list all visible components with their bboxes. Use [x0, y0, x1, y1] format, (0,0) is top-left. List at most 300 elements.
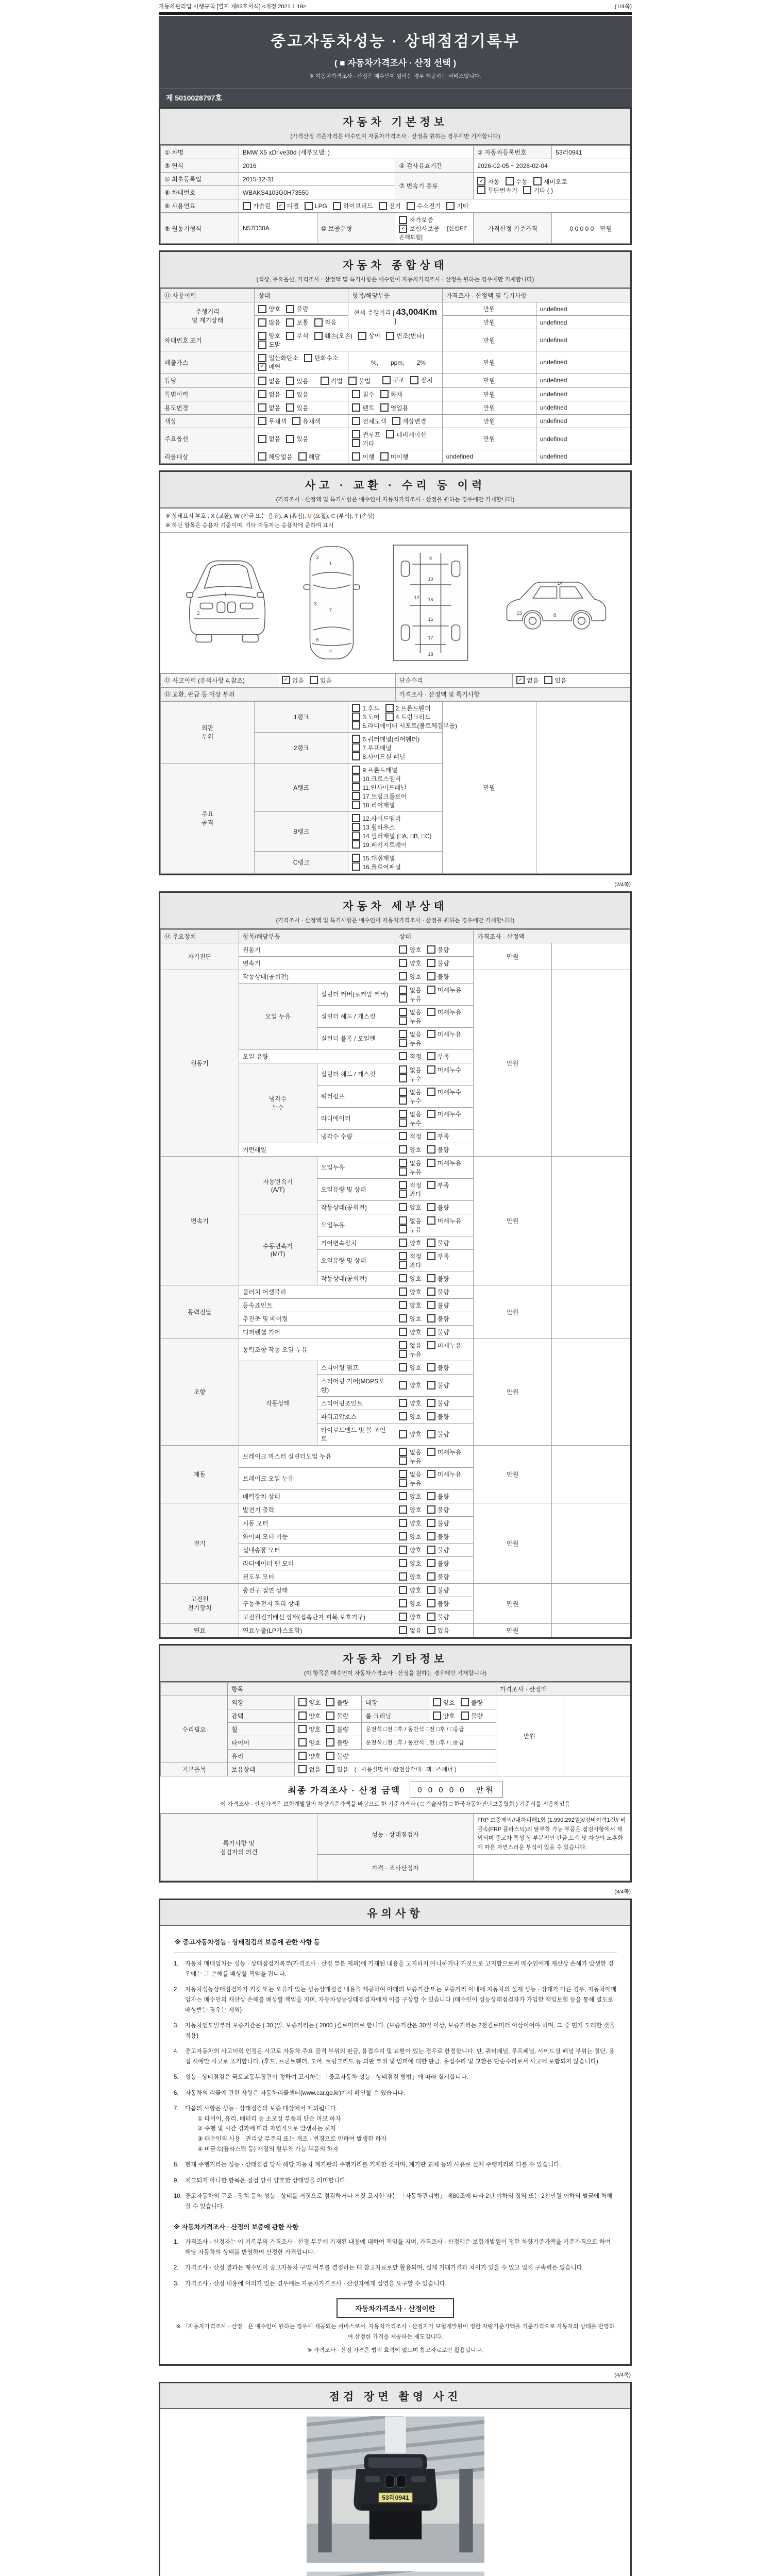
- checkbox-가솔린[interactable]: [243, 201, 271, 210]
- checkbox-양호[interactable]: [399, 1412, 421, 1421]
- checkbox-전기[interactable]: [379, 201, 401, 210]
- checkbox-17.트렁크플로어[interactable]: [352, 792, 407, 801]
- checkbox-label: 렌트: [362, 404, 375, 412]
- final-price-note: 이 가격조사 · 산정가격은 보험개발원의 차량기준가액을 바탕으로 한 기준가격과 ( □ 기술사회 □ 한국자동차진단보증협회 ) 기준서를 적용하였음: [160, 1800, 630, 1814]
- checkbox-누유[interactable]: [399, 1350, 421, 1359]
- table-row: 조향 동력조향 작동 오일 누유 없음 미세누유 누유 만원: [161, 1338, 630, 1361]
- checkbox-icon: [305, 202, 313, 210]
- checkbox-미세누유[interactable]: [427, 1216, 461, 1225]
- checkbox-양호[interactable]: [399, 1301, 421, 1310]
- checkbox-양호[interactable]: [399, 972, 421, 981]
- checkbox-10.크로스멤버[interactable]: [352, 774, 401, 783]
- checkbox-세미오토[interactable]: [533, 177, 567, 186]
- checkbox-icon: [298, 1752, 307, 1760]
- checkbox-양호[interactable]: [399, 1532, 421, 1541]
- checkbox-label: 12.사이드멤버: [362, 815, 401, 822]
- checkbox-수동[interactable]: [506, 177, 528, 186]
- checkbox-양호[interactable]: [399, 1430, 421, 1438]
- checkbox-양호[interactable]: [298, 1752, 321, 1760]
- checkbox-icon: [427, 1505, 435, 1514]
- checkbox-불량[interactable]: [286, 304, 308, 313]
- checkbox-유채색[interactable]: [292, 417, 321, 426]
- checkbox-양호[interactable]: [399, 1203, 421, 1212]
- checkbox-양호[interactable]: [399, 1145, 421, 1154]
- checkbox-icon: [352, 417, 360, 425]
- table-row: 냉각수 수량 적정 부족: [161, 1129, 630, 1143]
- checkbox-2.프론트휀더[interactable]: [385, 704, 431, 713]
- checkbox-많음[interactable]: [258, 318, 280, 327]
- checkbox-누수[interactable]: [399, 1118, 421, 1127]
- checkbox-불량[interactable]: [461, 1711, 483, 1720]
- checkbox-icon: [427, 1519, 435, 1527]
- checkbox-양호[interactable]: [399, 1287, 421, 1296]
- checkbox-불량[interactable]: [427, 959, 449, 968]
- checkbox-있음[interactable]: [286, 390, 308, 399]
- checkbox-11.인사이드패널[interactable]: [352, 783, 406, 792]
- notice-item: 1. 자동차 매매업자는 성능 · 상태점검기록부(가격조사 · 산정 부분 제외)에 기재된 내용을 고지하지 아니하거나 거짓으로 고지함으로써 매수인에게 재산상 손해가 발생한 경우에는 그 손해를 배상할 책임을 집니다.: [174, 1961, 614, 1977]
- checkbox-누유[interactable]: [399, 1479, 421, 1487]
- checkbox-부족[interactable]: [427, 1132, 449, 1141]
- checkbox-전체도색[interactable]: [352, 417, 386, 426]
- checkbox-14.필러패널 (□A, □B, □C)[interactable]: [352, 832, 431, 840]
- checkbox-없음[interactable]: [258, 403, 280, 412]
- checkbox-9.프론트패널[interactable]: [352, 766, 397, 774]
- checkbox-label: 적법: [330, 377, 343, 385]
- checkbox-icon: [286, 318, 294, 327]
- checkbox-불량[interactable]: [427, 1430, 449, 1438]
- checkbox-label: 양호: [443, 1712, 455, 1720]
- checkbox-5.라디에이터 서포트(볼트체결부품)[interactable]: [352, 721, 457, 730]
- checkbox-해당[interactable]: [298, 452, 321, 461]
- checkbox-icon: [427, 972, 435, 980]
- checkbox-icon: [427, 1239, 435, 1247]
- table-row: 타이로드엔드 및 볼 조인트 양호 불량: [161, 1423, 630, 1445]
- table-row: 자기진단 원동기 양호 불량 만원: [161, 943, 630, 956]
- checkbox-적정[interactable]: [399, 1132, 421, 1141]
- checkbox-미세누수[interactable]: [427, 1065, 461, 1074]
- legend-code-U: U (요철),: [307, 513, 331, 519]
- checkbox-label: 양호: [409, 1204, 422, 1211]
- checkbox-불량[interactable]: [427, 945, 449, 954]
- checkbox-적정[interactable]: [399, 1052, 421, 1061]
- checkbox-label: 누유: [409, 1479, 422, 1487]
- checkbox-있음[interactable]: [286, 434, 308, 443]
- table-row: 작동상태(공회전) 양호 불량: [161, 1272, 630, 1285]
- checkbox-도말[interactable]: [258, 340, 280, 349]
- notice-section2-title: ※ 자동차가격조사 · 산정의 보증에 관한 사항: [174, 2224, 299, 2231]
- checkbox-label: 누수: [409, 1119, 422, 1127]
- checkbox-양호[interactable]: [399, 1492, 421, 1501]
- checkbox-label: 15.대쉬패널: [362, 854, 395, 862]
- checkbox-icon: [399, 1399, 407, 1407]
- checkbox-양호[interactable]: [298, 1738, 321, 1747]
- checkbox-없음[interactable]: [399, 1065, 421, 1074]
- checkbox-없음[interactable]: [399, 1030, 421, 1039]
- checkbox-일산화탄소[interactable]: [258, 353, 298, 362]
- checkbox-icon: [427, 1145, 435, 1154]
- checkbox-부족[interactable]: [427, 1252, 449, 1261]
- checkbox-불량[interactable]: [427, 1559, 449, 1568]
- checkbox-양호[interactable]: [399, 1505, 421, 1514]
- checkbox-미세누유[interactable]: [427, 1448, 461, 1456]
- checkbox-label: 미세누유: [437, 1030, 462, 1038]
- checkbox-불량[interactable]: [427, 1399, 449, 1408]
- checkbox-없음[interactable]: [399, 1216, 421, 1225]
- checkbox-장치[interactable]: [410, 376, 432, 384]
- checkbox-icon: [258, 435, 266, 443]
- checkbox-미세누수[interactable]: [427, 1088, 461, 1096]
- checkbox-19.패키지트레이[interactable]: [352, 840, 407, 849]
- checkbox-icon: [427, 1088, 435, 1096]
- checkbox-양호[interactable]: [399, 959, 421, 968]
- checkbox-label: 13.휠하우스: [362, 823, 395, 831]
- checkbox-양호[interactable]: [399, 1572, 421, 1581]
- checkbox-미세누유[interactable]: [427, 1341, 461, 1350]
- checkbox-양호[interactable]: [399, 1586, 421, 1595]
- checkbox-양호[interactable]: [399, 1314, 421, 1323]
- checkbox-불량[interactable]: [427, 1586, 449, 1595]
- checkbox-있음[interactable]: [544, 676, 566, 685]
- checkbox-불법[interactable]: [348, 377, 371, 385]
- final-price-label: 최종 가격조사 · 산정 금액: [288, 1785, 401, 1795]
- checkbox-불량[interactable]: [427, 1287, 449, 1296]
- checkbox-적정[interactable]: [399, 1252, 421, 1261]
- checkbox-기타[interactable]: [352, 439, 374, 448]
- checkbox-없음[interactable]: [516, 676, 539, 685]
- table-row: 동력전달 클러치 어셈블리 양호 불량 만원: [161, 1285, 630, 1298]
- checkbox-양호[interactable]: [258, 331, 280, 340]
- svg-text:4: 4: [329, 648, 332, 654]
- checkbox-불량[interactable]: [326, 1752, 348, 1760]
- checkbox-icon: [477, 186, 485, 194]
- notice-item: 2. 가격조사 · 산정 결과는 매수인이 중고자동차 구입 여부를 결정하는 데 참고자료로만 활용되며, 실제 거래가격과 차이가 있을 수 있고 법적 구속력은 없습니다.: [174, 2265, 584, 2272]
- checkbox-미세누유[interactable]: [427, 1030, 461, 1039]
- checkbox-불량[interactable]: [427, 1363, 449, 1372]
- checkbox-영업용[interactable]: [380, 403, 409, 412]
- checkbox-과다[interactable]: [399, 1261, 421, 1269]
- checkbox-양호[interactable]: [298, 1725, 321, 1734]
- checkbox-icon: [477, 177, 485, 185]
- checkbox-label: 불량: [437, 1399, 449, 1407]
- checkbox-label: 디젤: [287, 202, 299, 210]
- checkbox-icon: [399, 1096, 407, 1105]
- checkbox-양호[interactable]: [399, 1519, 421, 1528]
- checkbox-label: 장치: [421, 377, 433, 384]
- checkbox-불량[interactable]: [427, 1519, 449, 1528]
- checkbox-기타[interactable]: [446, 201, 468, 210]
- checkbox-label: 양호: [409, 1399, 422, 1407]
- checkbox-양호[interactable]: [399, 1559, 421, 1568]
- checkbox-있음[interactable]: [310, 676, 332, 685]
- checkbox-양호[interactable]: [399, 1613, 421, 1621]
- checkbox-15.대쉬패널[interactable]: [352, 854, 395, 862]
- checkbox-구조[interactable]: [382, 376, 405, 384]
- checkbox-하이브리드[interactable]: [333, 201, 373, 210]
- table-row: 색상 무채색 유채색 전체도색 색상변경 만원 undefined: [161, 414, 630, 428]
- checkbox-양호[interactable]: [399, 1363, 421, 1372]
- checkbox-icon: [399, 225, 407, 233]
- checkbox-6.쿼터패널(리어휀더)[interactable]: [352, 735, 419, 743]
- checkbox-label: 불량: [437, 973, 449, 980]
- checkbox-무채색[interactable]: [258, 417, 287, 426]
- checkbox-양호[interactable]: [298, 1711, 321, 1720]
- checkbox-보통[interactable]: [286, 318, 308, 327]
- checkbox-icon: [352, 801, 360, 809]
- checkbox-누유[interactable]: [399, 1456, 421, 1465]
- final-price-row: [160, 1776, 630, 1800]
- checkbox-없음[interactable]: [399, 1110, 421, 1118]
- checkbox-1.후드[interactable]: [352, 704, 379, 713]
- checkbox-미세누유[interactable]: [427, 1159, 461, 1167]
- checkbox-누유[interactable]: [399, 1167, 421, 1176]
- checkbox-누수[interactable]: [399, 1074, 421, 1083]
- checkbox-label: 미세누유: [437, 1342, 462, 1349]
- checkbox-없음[interactable]: [258, 390, 280, 399]
- checkbox-기타 ( )[interactable]: [523, 186, 553, 195]
- checkbox-icon: [399, 994, 407, 1003]
- checkbox-label: 기타: [362, 439, 375, 447]
- checkbox-없음[interactable]: [399, 986, 421, 994]
- checkbox-디젤[interactable]: [277, 201, 299, 210]
- checkbox-icon: [399, 1287, 407, 1296]
- svg-text:9: 9: [429, 555, 432, 561]
- checkbox-없음[interactable]: [399, 1088, 421, 1096]
- svg-text:2: 2: [197, 611, 200, 616]
- checkbox-label: 양호: [268, 332, 281, 340]
- car-diagram-front: [177, 547, 272, 658]
- checkbox-없음[interactable]: [399, 1008, 421, 1016]
- checkbox-label: 일산화탄소: [268, 354, 299, 362]
- checkbox-누유[interactable]: [399, 1225, 421, 1234]
- checkbox-매연[interactable]: [258, 362, 280, 371]
- checkbox-icon: [427, 1159, 435, 1167]
- legend-code-T: T (손상): [355, 513, 375, 519]
- checkbox-불량[interactable]: [427, 1572, 449, 1581]
- checkbox-불량[interactable]: [427, 1328, 449, 1336]
- checkbox-이행[interactable]: [352, 452, 374, 461]
- checkbox-해당없음[interactable]: [258, 452, 292, 461]
- svg-text:17: 17: [428, 635, 433, 640]
- checkbox-양호[interactable]: [433, 1711, 455, 1720]
- checkbox-없음[interactable]: [258, 434, 280, 443]
- checkbox-불량[interactable]: [427, 1492, 449, 1501]
- checkbox-불량[interactable]: [427, 972, 449, 981]
- checkbox-없음[interactable]: [399, 1470, 421, 1479]
- checkbox-불량[interactable]: [326, 1725, 348, 1734]
- checkbox-렌트[interactable]: [352, 403, 374, 412]
- checkbox-label: 불량: [437, 1493, 449, 1500]
- checkbox-label: 미세누유: [437, 1448, 462, 1456]
- checkbox-침수[interactable]: [352, 390, 374, 399]
- checkbox-icon: [427, 1586, 435, 1594]
- basic-info-table-row6: [160, 213, 630, 244]
- checkbox-LPG[interactable]: [305, 202, 327, 210]
- checkbox-icon: [358, 332, 366, 340]
- checkbox-부족[interactable]: [427, 1181, 449, 1190]
- checkbox-icon: [352, 752, 360, 760]
- checkbox-미세누수[interactable]: [427, 1110, 461, 1118]
- checkbox-썬루프[interactable]: [352, 430, 380, 439]
- notice-items-2: [174, 2238, 617, 2289]
- table-row: 타이어 양호 불량 운전석 □전 □후 / 동반석 □전 □후 / □응급: [161, 1736, 630, 1749]
- checkbox-label: 양호: [409, 1288, 422, 1296]
- table-row: 주요옵션 없음 있음 썬루프 네비게이션 기타 만원 undefined: [161, 428, 630, 450]
- checkbox-13.휠하우스[interactable]: [352, 823, 395, 832]
- checkbox-불량[interactable]: [427, 1145, 449, 1154]
- checkbox-icon: [427, 1381, 435, 1389]
- checkbox-4.트렁크리드[interactable]: [385, 713, 431, 721]
- checkbox-없음[interactable]: [282, 676, 304, 685]
- checkbox-8.사이드실 패널[interactable]: [352, 752, 405, 761]
- checkbox-있음[interactable]: [286, 403, 308, 412]
- checkbox-없음[interactable]: [298, 1765, 321, 1774]
- checkbox-양호[interactable]: [399, 1381, 421, 1389]
- checkbox-label: 있음: [337, 1766, 349, 1773]
- checkbox-누수[interactable]: [399, 1096, 421, 1105]
- checkbox-icon: [399, 1159, 407, 1167]
- checkbox-적법[interactable]: [321, 377, 343, 385]
- checkbox-icon: [352, 735, 360, 743]
- checkbox-네비게이션[interactable]: [386, 430, 426, 439]
- checkbox-label: 보통: [296, 319, 309, 327]
- checkbox-적음[interactable]: [314, 318, 337, 327]
- checkbox-양호[interactable]: [399, 1599, 421, 1608]
- price-definition-note-2: ※ 가격조사 · 산정 가격은 법적 효력이 없으며 참고자료로만 활용됩니다.: [307, 2347, 483, 2354]
- checkbox-불량[interactable]: [427, 1314, 449, 1323]
- checkbox-icon: [326, 1752, 334, 1760]
- checkbox-없음[interactable]: [399, 1159, 421, 1167]
- checkbox-불량[interactable]: [427, 1613, 449, 1621]
- checkbox-icon: [382, 376, 391, 384]
- checkbox-양호[interactable]: [399, 1546, 421, 1554]
- checkbox-부족[interactable]: [427, 1052, 449, 1061]
- checkbox-미세누유[interactable]: [427, 986, 461, 994]
- price-definition-note-1: ※ 「자동차가격조사 · 산정」은 매수인이 원하는 경우에 제공되는 서비스로서, 자동차가격조사 · 산정자가 보험개발원이 정한 차량기준가액을 기준가격으로 자동차의 상태를 반영하여 산정한 가격을 제공하는 제도입니다.: [176, 2324, 615, 2341]
- checkbox-icon: [352, 814, 360, 822]
- checkbox-양호[interactable]: [399, 1274, 421, 1283]
- checkbox-누유[interactable]: [399, 994, 421, 1003]
- checkbox-7.루프패널[interactable]: [352, 743, 391, 752]
- checkbox-양호[interactable]: [399, 1239, 421, 1247]
- checkbox-불량[interactable]: [427, 1532, 449, 1541]
- checkbox-있음[interactable]: [427, 1626, 449, 1635]
- checkbox-양호[interactable]: [298, 1698, 321, 1707]
- checkbox-과다[interactable]: [399, 1190, 421, 1198]
- checkbox-불량[interactable]: [326, 1711, 348, 1720]
- checkbox-불량[interactable]: [427, 1274, 449, 1283]
- checkbox-label: 매연: [268, 363, 281, 371]
- checkbox-불량[interactable]: [461, 1698, 483, 1707]
- checkbox-미세누유[interactable]: [427, 1008, 461, 1016]
- checkbox-있음[interactable]: [326, 1765, 348, 1774]
- checkbox-없음[interactable]: [399, 1626, 421, 1635]
- checkbox-label: 양호: [409, 1315, 422, 1323]
- checkbox-양호[interactable]: [433, 1698, 455, 1707]
- checkbox-양호[interactable]: [399, 1399, 421, 1408]
- checkbox-불량[interactable]: [427, 1381, 449, 1389]
- notice-item: 3. 자동차인도일부터 보증기간은 ( 30 )일, 보증거리는 ( 2000 )킬로미터로 합니다. (보증기간은 30일 이상, 보증거리는 2천킬로미터 이상이어야 하며, 그 중 먼저 도래한 것을 적용): [174, 2023, 615, 2039]
- page-marker-2: (2/4쪽): [614, 881, 631, 888]
- checkbox-적정[interactable]: [399, 1181, 421, 1190]
- checkbox-16.플로어패널[interactable]: [352, 862, 401, 871]
- checkbox-불량[interactable]: [326, 1738, 348, 1747]
- checkbox-누유[interactable]: [399, 1016, 421, 1025]
- checkbox-icon: [399, 1546, 407, 1554]
- checkbox-불량[interactable]: [427, 1599, 449, 1608]
- checkbox-미세누유[interactable]: [427, 1470, 461, 1479]
- checkbox-탄화수소[interactable]: [304, 353, 338, 362]
- checkbox-label: 적음: [324, 319, 337, 327]
- checkbox-3.도어[interactable]: [352, 713, 379, 721]
- checkbox-없음[interactable]: [258, 377, 280, 385]
- checkbox-label: 누유: [409, 995, 422, 1003]
- checkbox-훼손(오손)[interactable]: [314, 331, 352, 340]
- checkbox-변조(변타)[interactable]: [386, 331, 424, 340]
- checkbox-18.리어패널[interactable]: [352, 801, 395, 809]
- checkbox-불량[interactable]: [326, 1698, 348, 1707]
- checkbox-icon: [399, 1626, 407, 1634]
- checkbox-icon: [258, 305, 266, 313]
- checkbox-불량[interactable]: [427, 1505, 449, 1514]
- checkbox-icon: [427, 1252, 435, 1260]
- overall-status-table: [160, 289, 630, 463]
- checkbox-불량[interactable]: [427, 1239, 449, 1247]
- checkbox-불량[interactable]: [427, 1203, 449, 1212]
- checkbox-icon: [461, 1711, 469, 1720]
- checkbox-label: 구조: [393, 377, 405, 384]
- checkbox-불량[interactable]: [427, 1412, 449, 1421]
- checkbox-보험사보증[interactable]: [399, 224, 439, 233]
- checkbox-누유[interactable]: [399, 1039, 421, 1047]
- checkbox-없음[interactable]: [399, 1341, 421, 1350]
- checkbox-양호[interactable]: [399, 1328, 421, 1336]
- checkbox-색상변경[interactable]: [392, 417, 426, 426]
- checkbox-자동[interactable]: [477, 177, 499, 186]
- checkbox-화재[interactable]: [380, 390, 402, 399]
- checkbox-icon: [352, 766, 360, 774]
- checkbox-없음[interactable]: [399, 1448, 421, 1456]
- page-marker-3: (3/4쪽): [614, 1889, 631, 1895]
- regulation-note: 자동차관리법 시행규칙 [별지 제82호서식] <개정 2021.1.19>: [159, 4, 307, 10]
- checkbox-label: 3.도어: [362, 713, 380, 721]
- table-row: 외판 부위 1랭크 1.후드 2.프론트휀더 3.도어 4.트렁크리드 5.라디에이터 서포트(볼트체결부품) 만원: [161, 701, 630, 732]
- notice-title: 유의사항: [367, 1908, 424, 1920]
- detail-subtitle: (가격조사 · 산정액 및 특기사항은 매수인이 자동차가격조사 · 산정을 원하는 경우에만 기재합니다): [276, 917, 515, 924]
- checkbox-label: 없음: [527, 676, 539, 684]
- notice-item: 3. 가격조사 · 산정 내용에 이의가 있는 경우에는 자동차가격조사 · 산정자에게 설명을 요구할 수 있습니다.: [174, 2280, 447, 2287]
- checkbox-icon: [399, 1088, 407, 1096]
- checkbox-label: 없음: [409, 1159, 422, 1167]
- checkbox-양호[interactable]: [399, 945, 421, 954]
- checkbox-label: 자가보증: [409, 216, 433, 224]
- checkbox-label: 누유: [409, 1457, 422, 1465]
- checkbox-부식[interactable]: [286, 331, 308, 340]
- checkbox-무단변속기[interactable]: [477, 186, 517, 195]
- checkbox-양호[interactable]: [258, 304, 280, 313]
- checkbox-상이[interactable]: [358, 331, 380, 340]
- table-row: 스티어링조인트 양호 불량: [161, 1396, 630, 1410]
- checkbox-자가보증[interactable]: [399, 215, 433, 224]
- checkbox-있음[interactable]: [286, 377, 308, 385]
- checkbox-불량[interactable]: [427, 1301, 449, 1310]
- photo-section: [159, 2382, 632, 2576]
- checkbox-미이행[interactable]: [380, 452, 409, 461]
- checkbox-불량[interactable]: [427, 1546, 449, 1554]
- checkbox-수소전기[interactable]: [407, 201, 441, 210]
- checkbox-12.사이드멤버[interactable]: [352, 814, 401, 823]
- checkbox-label: 불량: [437, 1613, 449, 1621]
- checkbox-icon: [399, 1456, 407, 1465]
